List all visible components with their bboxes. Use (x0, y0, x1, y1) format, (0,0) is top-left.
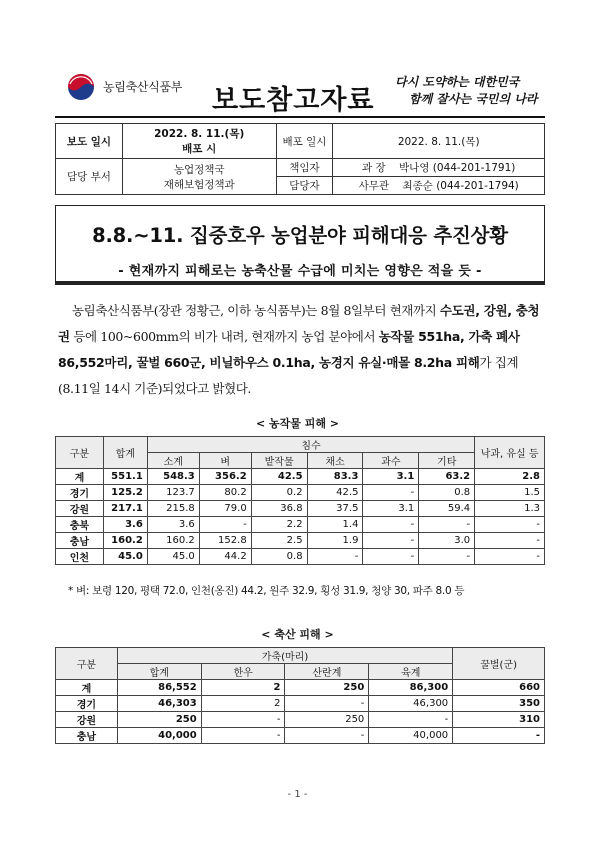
table-cell: 80.2 (199, 485, 251, 501)
table-cell: 45.0 (147, 549, 199, 565)
table-cell: 46,300 (369, 696, 453, 712)
headline: 8.8.~11. 집중호우 농업분야 피해대응 추진상황 (92, 224, 508, 247)
table-row (56, 680, 545, 696)
livestock-table-caption: < 축산 피해 > (261, 628, 334, 641)
press-date-label: 보도 일시 (56, 124, 123, 159)
table-row (56, 517, 545, 533)
slogan-line-1: 다시 도약하는 대한민국 (395, 75, 520, 89)
page-number: - 1 - (287, 789, 308, 800)
col-region: 구분 (56, 437, 104, 469)
col-sub-header: 산란계 (285, 664, 369, 680)
table-cell: 36.8 (251, 501, 307, 517)
body-text-3: 가 집계(8.11일 14시 기준)되었다고 밝혔다. (58, 355, 519, 396)
row-fall: 1.5 (475, 485, 545, 501)
table-cell: 2.5 (251, 533, 307, 549)
table-cell: 2 (201, 696, 285, 712)
row-total: 160.2 (103, 533, 147, 549)
table-row (56, 712, 545, 728)
row-total: 217.1 (103, 501, 147, 517)
col-sub-header: 과수 (363, 453, 419, 469)
col-sub-header: 육계 (369, 664, 453, 680)
table-cell: 44.2 (199, 549, 251, 565)
row-fall: - (475, 517, 545, 533)
col-sub-header: 합계 (117, 664, 201, 680)
table-cell: - (285, 696, 369, 712)
table-cell: 250 (285, 712, 369, 728)
row-region: 인천 (56, 549, 104, 565)
table-cell: - (363, 517, 419, 533)
row-region: 계 (56, 680, 118, 696)
contact-title: 사무관 (358, 180, 390, 192)
table-cell: - (285, 728, 369, 744)
contact-name: 최종순 (044-201-1794) (402, 180, 519, 192)
table-row (56, 533, 545, 549)
table-cell: 86,552 (117, 680, 201, 696)
table-cell: 40,000 (117, 728, 201, 744)
headline-box (55, 205, 545, 285)
responsible-label: 책임자 (276, 159, 333, 177)
dept-line-2: 재해보험정책과 (163, 178, 235, 191)
table-row (56, 696, 545, 712)
row-bees: 660 (453, 680, 545, 696)
table-row (56, 549, 545, 565)
government-slogan (395, 74, 545, 108)
row-region: 충남 (56, 533, 104, 549)
table-cell: 83.3 (307, 469, 363, 485)
col-sub-header: 밭작물 (251, 453, 307, 469)
table-cell: 548.3 (147, 469, 199, 485)
table-cell: - (307, 549, 363, 565)
press-date-cell (122, 124, 276, 159)
table-cell: 356.2 (199, 469, 251, 485)
table-cell: 59.4 (419, 501, 475, 517)
table-cell: 1.4 (307, 517, 363, 533)
header-divider (55, 116, 545, 118)
table-cell: 40,000 (369, 728, 453, 744)
contact-person (333, 177, 545, 195)
table-cell: - (363, 549, 419, 565)
row-total: 3.6 (103, 517, 147, 533)
table-cell: 3.1 (363, 501, 419, 517)
press-info-table (55, 123, 545, 195)
table-cell: 2.2 (251, 517, 307, 533)
col-sub-header: 기타 (419, 453, 475, 469)
table-cell: 63.2 (419, 469, 475, 485)
row-fall: - (475, 549, 545, 565)
subheadline: - 현재까지 피해로는 농축산물 수급에 미치는 영향은 적을 듯 - (118, 264, 482, 279)
col-total: 합계 (103, 437, 147, 469)
organization-name: 농림축산식품부 (103, 80, 183, 94)
table-row (56, 728, 545, 744)
row-total: 45.0 (103, 549, 147, 565)
crop-table-caption: < 농작물 피해 > (255, 417, 340, 430)
table-cell: 3.0 (419, 533, 475, 549)
table-cell: 152.8 (199, 533, 251, 549)
table-row (56, 501, 545, 517)
col-livestock-group: 가축(마리) (117, 648, 452, 664)
col-sub-header: 한우 (201, 664, 285, 680)
row-region: 계 (56, 469, 104, 485)
row-region: 충남 (56, 728, 118, 744)
col-flood-group: 침수 (147, 437, 474, 453)
table-cell: 42.5 (307, 485, 363, 501)
table-cell: - (363, 533, 419, 549)
table-cell: 3.1 (363, 469, 419, 485)
table-cell: - (199, 517, 251, 533)
table-cell: 3.6 (147, 517, 199, 533)
table-cell: 250 (117, 712, 201, 728)
table-cell: - (201, 712, 285, 728)
table-cell: 42.5 (251, 469, 307, 485)
row-fall: 1.3 (475, 501, 545, 517)
row-fall: 2.8 (475, 469, 545, 485)
table-cell: 1.9 (307, 533, 363, 549)
table-cell: 0.8 (251, 549, 307, 565)
table-cell: - (369, 712, 453, 728)
government-emblem-logo (66, 72, 96, 102)
table-cell: 123.7 (147, 485, 199, 501)
table-cell: 0.8 (419, 485, 475, 501)
crop-damage-table (55, 436, 545, 565)
livestock-damage-table (55, 647, 545, 744)
table-cell: 79.0 (199, 501, 251, 517)
row-total: 551.1 (103, 469, 147, 485)
row-fall: - (475, 533, 545, 549)
row-region: 경기 (56, 485, 104, 501)
table-cell: 86,300 (369, 680, 453, 696)
body-bold-damage: 농작물 551ha, 가축 폐사 86,552마리, 꿀벌 660군, 비닐하우스 0.1ha, 농경지 유실·매몰 8.2ha 피해 (58, 329, 520, 370)
slogan-line-2: 함께 잘사는 국민의 나라 (409, 92, 538, 106)
row-region: 경기 (56, 696, 118, 712)
crop-footnote: * 벼: 보령 120, 평택 72.0, 인천(옹진) 44.2, 원주 32.9, 횡성 31.9, 청양 30, 파주 8.0 등 (68, 585, 465, 597)
row-bees: 350 (453, 696, 545, 712)
responsible-person (333, 159, 545, 177)
body-bold-regions: 수도권, 강원, 충청권 (58, 303, 540, 344)
dept-line-1: 농업정책국 (173, 163, 225, 176)
table-row (56, 485, 545, 501)
body-text-1: 농림축산식품부(장관 정황근, 이하 농식품부)는 8월 8일부터 현재까지 (72, 303, 440, 318)
table-cell: 250 (285, 680, 369, 696)
row-region: 강원 (56, 712, 118, 728)
contact-label: 담당자 (276, 177, 333, 195)
dept-cell (122, 159, 276, 195)
table-cell: - (363, 485, 419, 501)
row-bees: - (453, 728, 545, 744)
row-region: 강원 (56, 501, 104, 517)
row-bees: 310 (453, 712, 545, 728)
table-cell: 37.5 (307, 501, 363, 517)
table-cell: 46,303 (117, 696, 201, 712)
table-cell: - (419, 517, 475, 533)
table-cell: - (201, 728, 285, 744)
table-cell: 0.2 (251, 485, 307, 501)
col-region: 구분 (56, 648, 118, 680)
col-sub-header: 벼 (199, 453, 251, 469)
release-date-label: 배포 일시 (276, 124, 333, 159)
document-type-title: 보도참고자료 (212, 85, 375, 116)
col-sub-header: 소계 (147, 453, 199, 469)
col-bees: 꿀벌(군) (453, 648, 545, 680)
table-cell: 215.8 (147, 501, 199, 517)
row-region: 충북 (56, 517, 104, 533)
body-paragraph (58, 298, 548, 402)
press-date: 2022. 8. 11.(목) (154, 128, 245, 140)
responsible-title: 과 장 (362, 162, 386, 174)
dept-label: 담당 부서 (56, 159, 123, 195)
responsible-name: 박나영 (044-201-1791) (399, 162, 516, 174)
body-text-2: 등에 100~600mm의 비가 내려, 현재까지 농업 분야에서 (69, 329, 379, 344)
row-total: 125.2 (103, 485, 147, 501)
table-cell: 2 (201, 680, 285, 696)
col-fall: 낙과, 유실 등 (475, 437, 545, 469)
table-row (56, 469, 545, 485)
release-date: 2022. 8. 11.(목) (333, 124, 545, 159)
table-cell: - (419, 549, 475, 565)
press-when: 배포 시 (182, 143, 217, 155)
col-sub-header: 채소 (307, 453, 363, 469)
table-cell: 160.2 (147, 533, 199, 549)
